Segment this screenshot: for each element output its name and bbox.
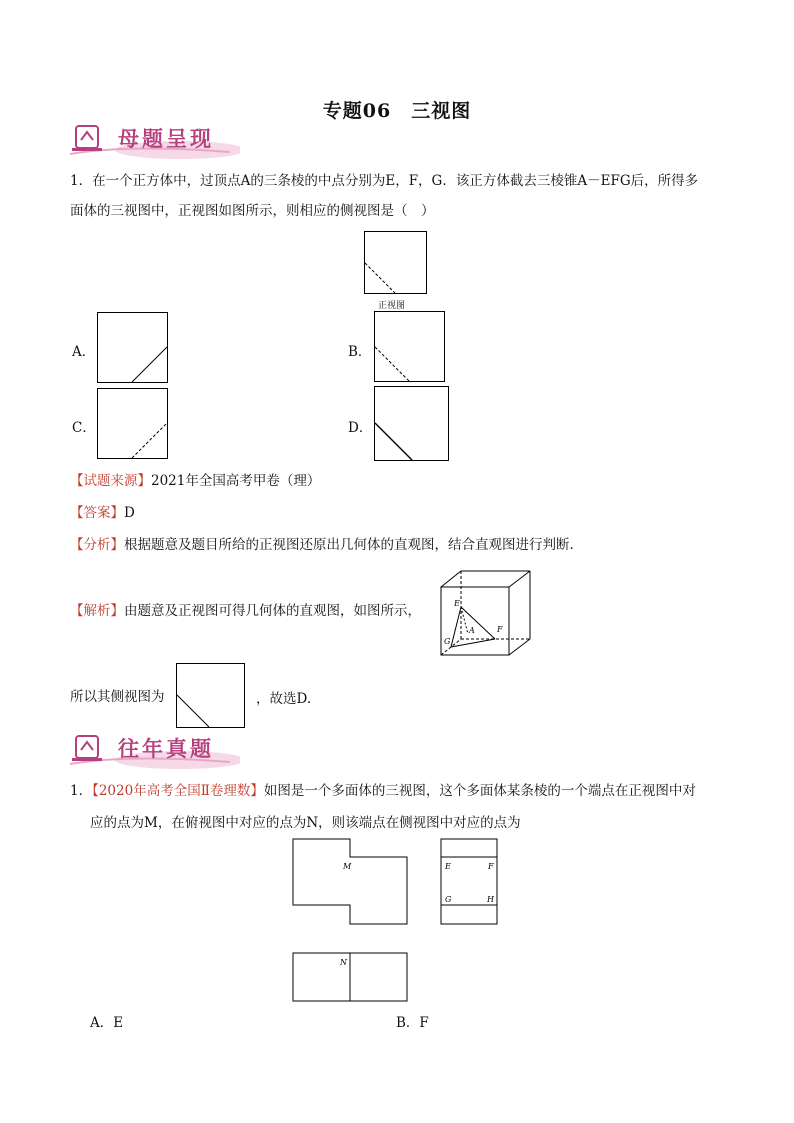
question-1-line-1: 1．在一个正方体中，过顶点A的三条棱的中点分别为E，F，G．该正方体截去三棱锥A－EFG后，所得多 [70, 173, 699, 189]
option-b-figure [374, 311, 446, 383]
solution-text: 由题意及正视图可得几何体的直观图，如图所示， [124, 603, 421, 619]
option-a-label: A． [72, 344, 96, 360]
question-2-line-2: 应的点为M，在俯视图中对应的点为N，则该端点在侧视图中对应的点为 [90, 815, 521, 831]
solid-direct-view-figure [440, 570, 532, 656]
section-banner-past-exams [70, 730, 240, 770]
label-n: N [340, 958, 347, 967]
solid-label-f: F [497, 625, 503, 634]
option-d-label: D． [348, 420, 373, 436]
side-label-h: H [487, 895, 494, 904]
option-c-figure [97, 388, 169, 460]
side-view-answer-figure [176, 663, 246, 729]
solid-label-a: A [469, 626, 475, 635]
question-2-text: 如图是一个多面体的三视图，这个多面体某条棱的一个端点在正视图中对 [263, 783, 696, 799]
side-label-f: F [488, 862, 494, 871]
question-2-option-b: B．F [396, 1015, 429, 1031]
analysis-line [70, 535, 583, 555]
question-2-number: 1． [70, 783, 93, 799]
option-a-figure [97, 312, 169, 384]
solution-tag: 【解析】 [70, 603, 124, 619]
question-2-option-a: A．E [90, 1015, 124, 1031]
option-b-label: B． [348, 344, 372, 360]
answer-line [70, 503, 135, 523]
conclusion-post: ，故选D. [256, 691, 312, 707]
solid-label-g: G [444, 637, 451, 646]
question-2-line-1 [70, 781, 696, 801]
analysis-tag: 【分析】 [70, 537, 124, 553]
source-tag: 【试题来源】 [70, 473, 151, 489]
polyhedron-top-view [292, 952, 410, 1004]
section-title: 往年真题 [118, 737, 214, 761]
polyhedron-front-view [292, 838, 410, 926]
answer-tag: 【答案】 [70, 505, 124, 521]
polyhedron-side-view [440, 838, 500, 926]
question-2-source-tag: 【2020年高考全国Ⅱ卷理数】 [92, 783, 264, 799]
answer-text: D [124, 505, 135, 521]
solid-label-e: E [454, 599, 460, 608]
option-c-label: C． [72, 420, 96, 436]
side-label-e: E [445, 862, 451, 871]
label-m: M [343, 862, 352, 871]
front-view-caption: 正视图 [378, 301, 406, 311]
source-line [70, 471, 320, 491]
front-view-figure [364, 231, 428, 295]
section-banner-mother-question [70, 120, 240, 160]
side-label-g: G [445, 895, 452, 904]
conclusion-pre: 所以其侧视图为 [70, 689, 165, 705]
option-d-figure [374, 386, 450, 462]
section-title: 母题呈现 [118, 127, 214, 151]
source-text: 2021年全国高考甲卷（理） [151, 473, 321, 489]
question-1-line-2: 面体的三视图中，正视图如图所示，则相应的侧视图是（ ） [70, 203, 435, 219]
analysis-text: 根据题意及题目所给的正视图还原出几何体的直观图，结合直观图进行判断． [124, 537, 583, 553]
page-title: 专题06 三视图 [322, 100, 472, 122]
solution-line [70, 601, 421, 621]
